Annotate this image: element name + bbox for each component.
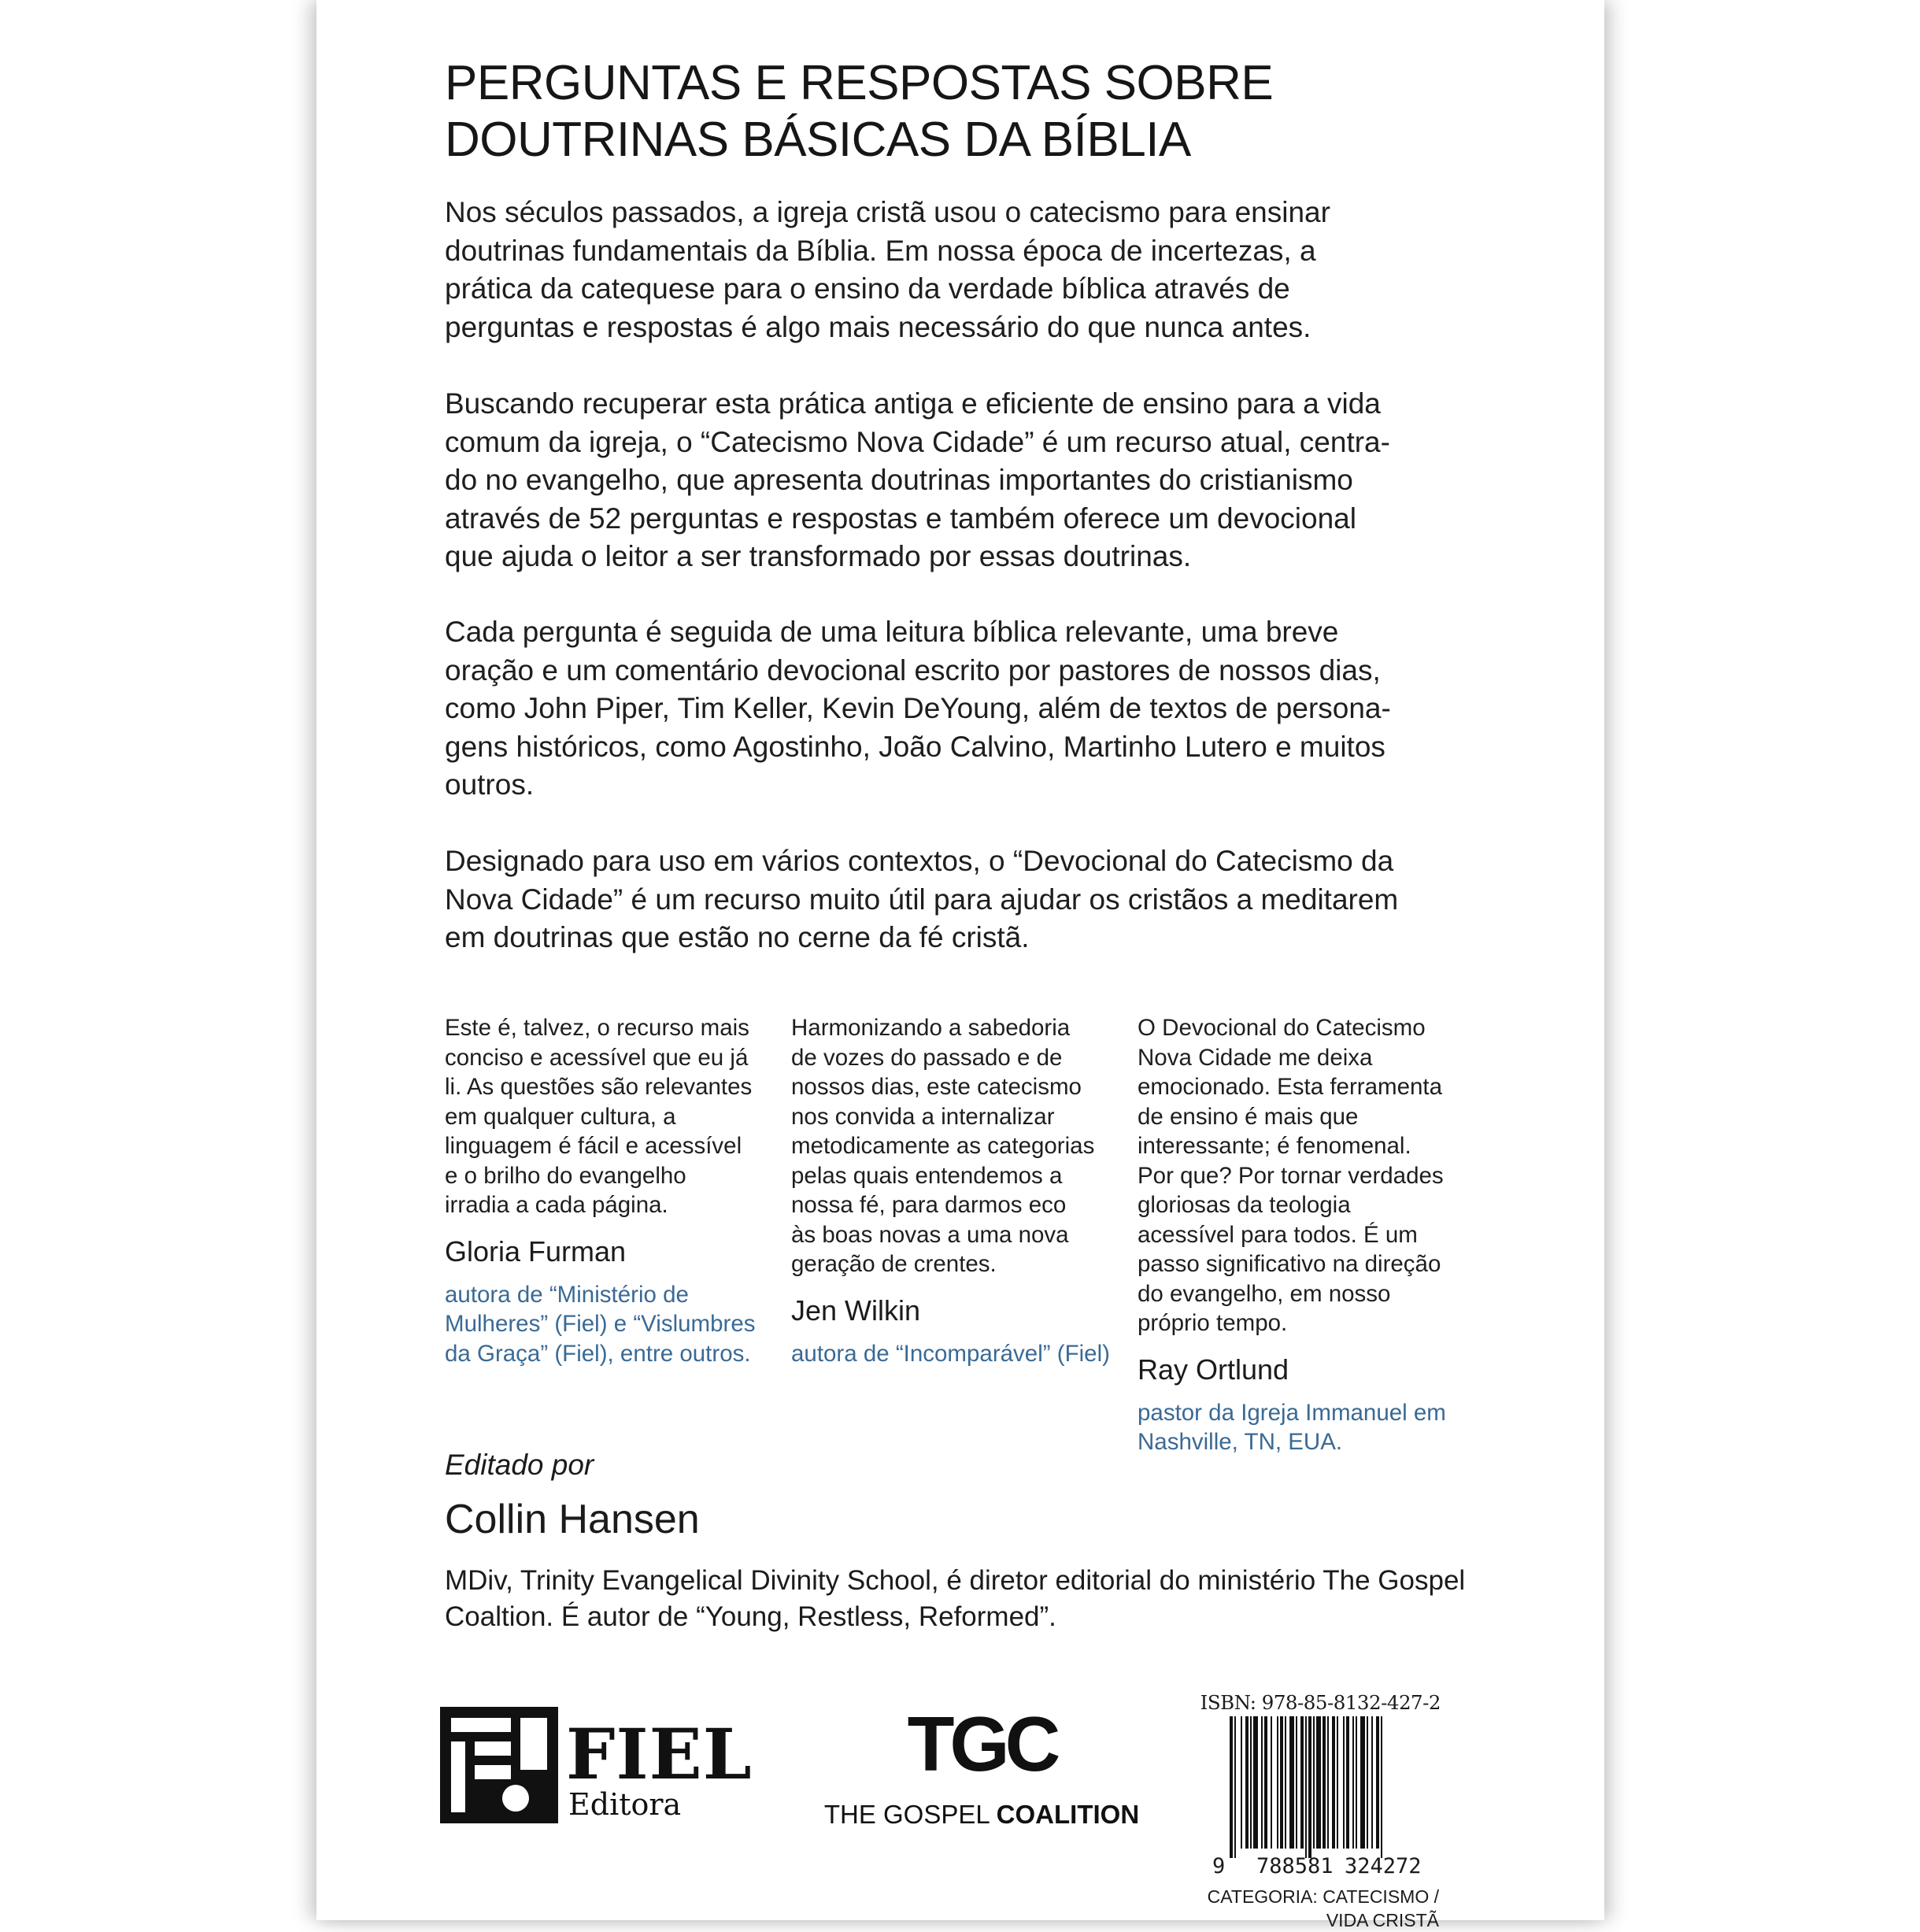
- paragraph-line: Nos séculos passados, a igreja cristã usou o catecismo para ensinar: [445, 196, 1330, 228]
- quote-line: li. As questões são relevantes: [445, 1074, 753, 1100]
- endorser-role: [791, 1339, 1138, 1369]
- paragraph-line: como John Piper, Tim Keller, Kevin DeYoung, além de textos de persona-: [445, 692, 1391, 724]
- role-line: autora de “Incomparável” (Fiel): [791, 1340, 1110, 1367]
- quote-line: interessante; é fenomenal.: [1138, 1133, 1411, 1159]
- isbn-digit-first: 9: [1212, 1854, 1226, 1878]
- quote-line: Harmonizando a sabedoria: [791, 1015, 1071, 1041]
- endorsement-quote: [445, 1013, 791, 1220]
- category-label: [1197, 1885, 1439, 1932]
- bio-line: MDiv, Trinity Evangelical Divinity School, é diretor editorial do ministério The Gospel: [445, 1565, 1466, 1596]
- tgc-logo: [820, 1701, 1143, 1830]
- book-back-cover: [316, 0, 1604, 1930]
- quote-line: Este é, talvez, o recurso mais: [445, 1015, 749, 1041]
- bio-line: Coaltion. É autor de “Young, Restless, Reformed”.: [445, 1601, 1056, 1632]
- tgc-name-bold: COALITION: [996, 1800, 1140, 1829]
- category-line: CATEGORIA: CATECISMO /: [1207, 1886, 1439, 1907]
- quote-line: acessível para todos. É um: [1138, 1221, 1418, 1248]
- paragraph-line: Nova Cidade” é um recurso muito útil para ajudar os cristãos a meditarem: [445, 883, 1399, 916]
- editor-bio: [445, 1563, 1465, 1635]
- quote-line: Por que? Por tornar verdades: [1138, 1162, 1444, 1189]
- edited-by-label: Editado por: [445, 1449, 594, 1481]
- quote-line: próprio tempo.: [1138, 1310, 1288, 1336]
- description-paragraph: [445, 385, 1484, 576]
- paragraph-line: doutrinas fundamentais da Bíblia. Em nossa época de incertezas, a: [445, 234, 1316, 267]
- endorser-name: Gloria Furman: [445, 1234, 627, 1268]
- quote-line: O Devocional do Catecismo: [1138, 1015, 1426, 1041]
- paragraph-line: oração e um comentário devocional escrito por pastores de nossos dias,: [445, 653, 1381, 687]
- quote-line: passo significativo na direção: [1138, 1251, 1441, 1277]
- tgc-logo-name: [820, 1801, 1143, 1829]
- quote-line: conciso e acessível que eu já: [445, 1044, 749, 1071]
- endorser-name: Ray Ortlund: [1138, 1353, 1289, 1386]
- endorser-name: Jen Wilkin: [791, 1294, 921, 1327]
- paragraph-line: em doutrinas que estão no cerne da fé cristã.: [445, 921, 1030, 953]
- paragraph-line: através de 52 perguntas e respostas e também oferece um devocional: [445, 502, 1356, 535]
- barcode-icon: [1230, 1716, 1436, 1858]
- quote-line: emocionado. Esta ferramenta: [1138, 1074, 1442, 1100]
- paragraph-line: outros.: [445, 768, 535, 801]
- description-paragraph: [445, 194, 1484, 346]
- paragraph-line: Buscando recuperar esta prática antiga e eficiente de ensino para a vida: [445, 387, 1381, 420]
- paragraph-line: perguntas e respostas é algo mais necessário do que nunca antes.: [445, 310, 1311, 343]
- quote-line: nos convida a internalizar: [791, 1103, 1055, 1130]
- editor-name: Collin Hansen: [445, 1497, 700, 1542]
- title-line: DOUTRINAS BÁSICAS DA BÍBLIA: [445, 113, 1191, 167]
- isbn-digits-right: 324272: [1345, 1854, 1422, 1878]
- fiel-logo-subtitle: Editora: [568, 1787, 682, 1822]
- endorsement-quote: [791, 1013, 1138, 1279]
- quote-line: de vozes do passado e de: [791, 1044, 1063, 1071]
- quote-line: irradia a cada página.: [445, 1192, 668, 1218]
- quote-line: do evangelho, em nosso: [1138, 1280, 1391, 1307]
- paragraph-line: Cada pergunta é seguida de uma leitura bíblica relevante, uma breve: [445, 616, 1339, 648]
- description-paragraph: [445, 613, 1484, 805]
- fiel-editora-logo: [440, 1707, 771, 1825]
- category-line: VIDA CRISTÃ: [1326, 1910, 1439, 1930]
- endorser-role: [445, 1280, 791, 1369]
- quote-line: geração de crentes.: [791, 1251, 997, 1277]
- quote-line: às boas novas a uma nova: [791, 1221, 1069, 1248]
- quote-line: de ensino é mais que: [1138, 1103, 1359, 1130]
- role-line: autora de “Ministério de: [445, 1281, 689, 1308]
- isbn-digits-left: 788581: [1256, 1854, 1334, 1878]
- quote-line: nossos dias, este catecismo: [791, 1074, 1082, 1100]
- fiel-mark-icon: [440, 1707, 558, 1823]
- role-line: Mulheres” (Fiel) e “Vislumbres: [445, 1311, 756, 1337]
- isbn-label: ISBN: 978-85-8132-427-2: [1200, 1691, 1441, 1714]
- paragraph-line: gens históricos, como Agostinho, João Calvino, Martinho Lutero e muitos: [445, 730, 1385, 763]
- title-line: PERGUNTAS E RESPOSTAS SOBRE: [445, 56, 1274, 110]
- endorsement-quote: [1138, 1013, 1484, 1338]
- role-line: Nashville, TN, EUA.: [1138, 1429, 1343, 1455]
- tgc-name-light: THE GOSPEL: [823, 1800, 997, 1829]
- quote-line: gloriosas da teologia: [1138, 1192, 1351, 1218]
- role-line: da Graça” (Fiel), entre outros.: [445, 1340, 751, 1367]
- fiel-logo-name: FIEL: [566, 1713, 753, 1795]
- description-paragraph: [445, 842, 1484, 957]
- endorsement: [445, 1013, 791, 1368]
- quote-line: metodicamente as categorias: [791, 1133, 1095, 1159]
- paragraph-line: prática da catequese para o ensino da verdade bíblica através de: [445, 272, 1290, 305]
- endorsement: [1138, 1013, 1484, 1457]
- quote-line: pelas quais entendemos a: [791, 1162, 1063, 1189]
- paragraph-line: do no evangelho, que apresenta doutrinas importantes do cristianismo: [445, 464, 1353, 496]
- paragraph-line: comum da igreja, o “Catecismo Nova Cidade” é um recurso atual, centra-: [445, 425, 1390, 458]
- paragraph-line: Designado para uso em vários contextos, o “Devocional do Catecismo da: [445, 845, 1394, 877]
- quote-line: linguagem é fácil e acessível: [445, 1133, 742, 1159]
- quote-line: e o brilho do evangelho: [445, 1162, 686, 1189]
- endorser-role: [1138, 1398, 1484, 1457]
- quote-line: Nova Cidade me deixa: [1138, 1044, 1373, 1071]
- paragraph-line: que ajuda o leitor a ser transformado por essas doutrinas.: [445, 540, 1192, 572]
- role-line: pastor da Igreja Immanuel em: [1138, 1399, 1446, 1426]
- tgc-mark: TGC: [907, 1701, 1056, 1787]
- cover-title: [445, 55, 1468, 168]
- quote-line: em qualquer cultura, a: [445, 1103, 676, 1130]
- quote-line: nossa fé, para darmos eco: [791, 1192, 1067, 1218]
- endorsement: [791, 1013, 1138, 1368]
